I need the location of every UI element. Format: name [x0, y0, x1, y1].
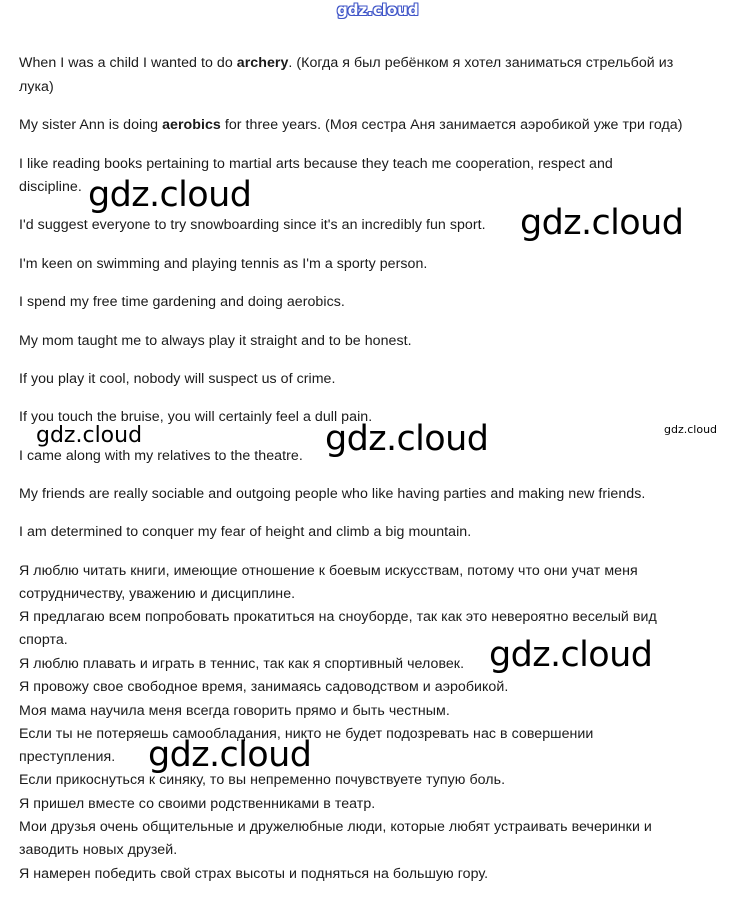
watermark: gdz.cloud [36, 423, 143, 448]
watermark: gdz.cloud [148, 735, 312, 775]
watermark: gdz.cloud [489, 635, 653, 675]
translation-line: сотрудничеству, уважению и дисциплине. [19, 586, 296, 602]
sentence-theatre: I came along with my relatives to the theatre. [19, 448, 303, 464]
sentence-play-it-straight: My mom taught me to always play it straight and to be honest. [19, 333, 412, 349]
translation-line: Если прикоснуться к синяку, то вы непременно почувствуете тупую боль. [19, 772, 506, 788]
keyword-aerobics: aerobics [162, 117, 221, 133]
watermark: gdz.cloud [664, 423, 718, 436]
watermark: gdz.cloud [88, 175, 252, 215]
sentence-aerobics [19, 116, 683, 134]
translation-line: заводить новых друзей. [19, 842, 178, 858]
sentence-friends: My friends are really sociable and outgoing people who like having parties and making new friends. [19, 486, 646, 502]
sentence-translation: . (Когда я был ребёнком я хотел заниматься стрельбой из [288, 55, 674, 71]
translation-line: Я предлагаю всем попробовать прокатиться на сноуборде, так как это невероятно веселый вид [19, 609, 657, 625]
sentence-martial-arts: I like reading books pertaining to martial arts because they teach me cooperation, respect and [19, 156, 613, 172]
translation-line: Моя мама научила меня всегда говорить прямо и быть честным. [19, 703, 450, 719]
watermark: gdz.cloud [325, 419, 489, 459]
sentence-translation: for three years. (Моя сестра Аня занимается аэробикой уже три года) [220, 117, 683, 133]
translation-line: Я провожу свое свободное время, занимаясь садоводством и аэробикой. [19, 679, 509, 695]
sentence-text: When I was a child I wanted to do [19, 55, 237, 71]
translation-line: Я люблю читать книги, имеющие отношение к боевым искусствам, потому что они учат меня [19, 563, 638, 579]
sentence-bruise: If you touch the bruise, you will certainly feel a dull pain. [19, 409, 373, 425]
translation-line: Я намерен победить свой страх высоты и подняться на большую гору. [19, 866, 489, 882]
translation-line: преступления. [19, 749, 116, 765]
sentence-mountain: I am determined to conquer my fear of height and climb a big mountain. [19, 524, 472, 540]
translation-line: спорта. [19, 632, 68, 648]
watermark: gdz.cloud [520, 203, 684, 243]
sentence-martial-arts-continued: discipline. [19, 179, 82, 195]
translation-line: Мои друзья очень общительные и дружелюбные люди, которые любят устраивать вечеринки и [19, 819, 652, 835]
translation-line: Я люблю плавать и играть в теннис, так как я спортивный человек. [19, 656, 465, 672]
sentence-swimming: I'm keen on swimming and playing tennis as I'm a sporty person. [19, 256, 428, 272]
keyword-archery: archery [236, 55, 289, 71]
sentence-snowboarding: I'd suggest everyone to try snowboarding since it's an incredibly fun sport. [19, 217, 486, 233]
sentence-gardening: I spend my free time gardening and doing aerobics. [19, 294, 345, 310]
sentence-text: My sister Ann is doing [19, 117, 163, 133]
watermark-header: gdz.cloud [337, 1, 419, 19]
sentence-archery [19, 54, 673, 72]
translation-line: Я пришел вместе со своими родственниками в театр. [19, 796, 376, 812]
sentence-play-it-cool: If you play it cool, nobody will suspect us of crime. [19, 371, 336, 387]
sentence-archery-continued: лука) [19, 79, 54, 95]
translation-line: Если ты не потеряешь самообладания, никто не будет подозревать нас в совершении [19, 726, 594, 742]
